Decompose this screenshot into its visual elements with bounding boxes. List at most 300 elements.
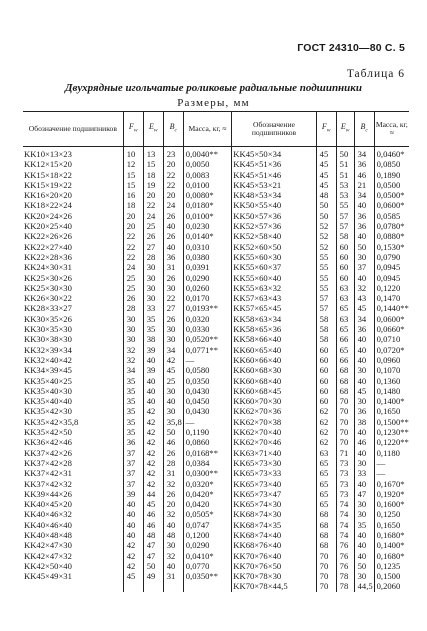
cell-bc: 36 bbox=[354, 324, 374, 334]
cell-fw: 35 bbox=[123, 427, 143, 437]
cell-designation: KK18×22×24 bbox=[24, 200, 72, 211]
cell-ew: 60 bbox=[336, 262, 354, 272]
cell-fw: 20 bbox=[123, 221, 143, 231]
cell-designation: KK52×57×36 bbox=[232, 221, 316, 231]
cell-designation: KK57×65×45 bbox=[232, 303, 316, 313]
cell-designation: KK68×76×40 bbox=[232, 540, 316, 550]
cell-fw: 52 bbox=[316, 221, 336, 231]
cell-bc: 40 bbox=[354, 448, 374, 458]
col-header-bc: $B_c$ bbox=[163, 112, 183, 147]
cell-mass: 0,0410* bbox=[183, 551, 232, 561]
cell-bc: 21 bbox=[354, 180, 374, 190]
cell-ew: 68 bbox=[336, 386, 354, 396]
cell-fw: 65 bbox=[316, 479, 336, 489]
cell-bc: 37 bbox=[354, 262, 374, 272]
cell-fw: 68 bbox=[316, 520, 336, 530]
cell-mass: 0,1480 bbox=[374, 386, 409, 396]
cell-designation: KK45×51×36 bbox=[232, 159, 316, 169]
table-title: Двухрядные игольчатые роликовые радиальные подшипники bbox=[65, 82, 362, 94]
bearing-table-frame bbox=[23, 111, 409, 592]
cell-designation: KK68×74×40 bbox=[232, 530, 316, 540]
cell-ew: 74 bbox=[336, 530, 354, 540]
table-row bbox=[23, 448, 409, 458]
cell-fw: 15 bbox=[123, 180, 143, 190]
cell-ew: 57 bbox=[336, 221, 354, 231]
cell-designation: KK50×55×40 bbox=[232, 200, 316, 210]
cell-fw: 58 bbox=[316, 314, 336, 324]
cell-fw: 65 bbox=[316, 489, 336, 499]
table-row bbox=[23, 334, 409, 344]
table-row bbox=[23, 396, 409, 406]
cell-ew: 55 bbox=[336, 200, 354, 210]
cell-designation: KK20×25×40 bbox=[24, 221, 72, 232]
cell-bc: 32 bbox=[163, 509, 183, 519]
cell-designation: KK70×76×50 bbox=[232, 561, 316, 571]
cell-bc: 24 bbox=[163, 200, 183, 210]
cell-mass: 0,0260 bbox=[183, 283, 232, 293]
cell-ew: 60 bbox=[336, 242, 354, 252]
table-row bbox=[23, 427, 409, 437]
cell-ew: 42 bbox=[143, 448, 163, 458]
cell-ew: 19 bbox=[143, 180, 163, 190]
cell-fw: 55 bbox=[316, 252, 336, 262]
cell-bc: 45 bbox=[354, 303, 374, 313]
cell-mass: 0,1235 bbox=[374, 561, 409, 571]
cell-bc: 45 bbox=[354, 386, 374, 396]
cell-fw: 62 bbox=[316, 406, 336, 416]
cell-mass: 0,0850 bbox=[374, 159, 409, 169]
cell-designation: KK70×78×30 bbox=[232, 571, 316, 581]
cell-designation: KK22×27×40 bbox=[24, 241, 72, 252]
cell-designation: KK25×30×26 bbox=[24, 272, 72, 283]
cell-designation: KK35×42×30 bbox=[24, 406, 72, 417]
cell-mass: 0,2060 bbox=[374, 581, 409, 591]
cell-designation: KK25×30×30 bbox=[24, 282, 72, 293]
cell-designation: KK37×42×28 bbox=[24, 457, 72, 468]
cell-ew: 70 bbox=[336, 417, 354, 427]
cell-fw: 24 bbox=[123, 262, 143, 272]
cell-fw: 70 bbox=[316, 571, 336, 581]
cell-fw: 22 bbox=[123, 252, 143, 262]
cell-ew bbox=[143, 581, 163, 591]
cell-fw: 20 bbox=[123, 211, 143, 221]
table-row bbox=[23, 406, 409, 416]
cell-bc: 30 bbox=[354, 396, 374, 406]
cell-designation: KK22×26×26 bbox=[24, 231, 72, 242]
cell-designation: KK65×74×30 bbox=[232, 499, 316, 509]
cell-designation: KK37×42×26 bbox=[24, 447, 72, 458]
cell-bc: 47 bbox=[354, 489, 374, 499]
cell-mass: 0,0310 bbox=[183, 242, 232, 252]
table-row bbox=[23, 231, 409, 241]
cell-bc: 22 bbox=[163, 293, 183, 303]
cell-bc: 30 bbox=[163, 334, 183, 344]
cell-designation: KK65×73×40 bbox=[232, 479, 316, 489]
cell-mass: 0,1500 bbox=[374, 571, 409, 581]
cell-mass: 0,0600* bbox=[374, 314, 409, 324]
cell-mass: 0,0520** bbox=[183, 334, 232, 344]
cell-bc: 34 bbox=[163, 345, 183, 355]
cell-ew: 38 bbox=[143, 334, 163, 344]
cell-bc: 28 bbox=[163, 458, 183, 468]
cell-designation: KK24×30×31 bbox=[24, 262, 72, 273]
cell-bc: 27 bbox=[163, 303, 183, 313]
cell-designation: KK60×65×40 bbox=[232, 345, 316, 355]
cell-fw: 45 bbox=[316, 170, 336, 180]
cell-bc: 22 bbox=[163, 180, 183, 190]
cell-mass: 0,0585 bbox=[374, 211, 409, 221]
cell-fw: 55 bbox=[316, 273, 336, 283]
cell-designation: KK57×63×43 bbox=[232, 293, 316, 303]
cell-fw: 62 bbox=[316, 417, 336, 427]
cell-fw: 22 bbox=[123, 231, 143, 241]
cell-mass: 0,0505* bbox=[183, 509, 232, 519]
cell-bc: 42 bbox=[163, 355, 183, 365]
cell-mass: 0,0230 bbox=[183, 221, 232, 231]
cell-mass: 0,0420 bbox=[183, 499, 232, 509]
table-row bbox=[23, 499, 409, 509]
cell-bc: 32 bbox=[163, 479, 183, 489]
table-row bbox=[23, 581, 409, 591]
cell-fw: 70 bbox=[316, 551, 336, 561]
cell-fw: 35 bbox=[123, 417, 143, 427]
cell-designation: KK22×28×36 bbox=[24, 251, 72, 262]
cell-ew: 63 bbox=[336, 293, 354, 303]
cell-ew: 68 bbox=[336, 376, 354, 386]
cell-fw: 30 bbox=[123, 334, 143, 344]
cell-designation: KK32×39×34 bbox=[24, 344, 72, 355]
table-row bbox=[23, 159, 409, 169]
cell-fw: 25 bbox=[123, 273, 143, 283]
cell-designation: KK35×42×35,8 bbox=[24, 416, 79, 427]
cell-fw: 45 bbox=[316, 159, 336, 169]
table-row bbox=[23, 314, 409, 324]
cell-ew: 66 bbox=[336, 334, 354, 344]
cell-mass: 0,0100* bbox=[183, 211, 232, 221]
cell-bc: 48 bbox=[163, 530, 183, 540]
cell-designation: KK62×70×40 bbox=[232, 427, 316, 437]
cell-ew: 46 bbox=[143, 509, 163, 519]
table-row bbox=[23, 324, 409, 334]
cell-designation: KK62×70×36 bbox=[232, 406, 316, 416]
cell-ew: 47 bbox=[143, 540, 163, 550]
cell-ew: 60 bbox=[336, 273, 354, 283]
table-subtitle: Размеры, мм bbox=[177, 97, 250, 109]
cell-mass: 0,1360 bbox=[374, 376, 409, 386]
cell-fw: 58 bbox=[316, 324, 336, 334]
cell-mass: 0,0140* bbox=[183, 231, 232, 241]
cell-ew: 27 bbox=[143, 242, 163, 252]
cell-fw: 30 bbox=[123, 324, 143, 334]
cell-fw: 15 bbox=[123, 170, 143, 180]
cell-fw: 60 bbox=[316, 365, 336, 375]
cell-ew: 65 bbox=[336, 324, 354, 334]
cell-mass: 0,0300** bbox=[183, 468, 232, 478]
cell-ew: 30 bbox=[143, 262, 163, 272]
cell-fw: 30 bbox=[123, 314, 143, 324]
cell-designation: KK40×46×32 bbox=[24, 509, 72, 520]
cell-bc: 50 bbox=[354, 561, 374, 571]
cell-designation: KK40×45×20 bbox=[24, 499, 72, 510]
cell-designation: KK37×42×31 bbox=[24, 468, 72, 479]
cell-ew: 42 bbox=[143, 406, 163, 416]
cell-mass: 0,0193** bbox=[183, 303, 232, 313]
cell-ew: 50 bbox=[336, 147, 354, 160]
table-row bbox=[23, 283, 409, 293]
table-row bbox=[23, 540, 409, 550]
cell-bc: 31 bbox=[163, 468, 183, 478]
cell-ew: 63 bbox=[336, 283, 354, 293]
cell-mass: 0,1230** bbox=[374, 427, 409, 437]
cell-fw: 37 bbox=[123, 458, 143, 468]
cell-bc: 45 bbox=[163, 365, 183, 375]
cell-ew: 28 bbox=[143, 252, 163, 262]
cell-bc: 40 bbox=[354, 540, 374, 550]
cell-mass: 0,1920* bbox=[374, 489, 409, 499]
cell-bc: 32 bbox=[354, 283, 374, 293]
cell-ew: 22 bbox=[143, 200, 163, 210]
cell-fw: 52 bbox=[316, 242, 336, 252]
cell-ew: 47 bbox=[143, 551, 163, 561]
cell-mass: 0,1200 bbox=[183, 530, 232, 540]
cell-fw: 35 bbox=[123, 396, 143, 406]
cell-fw: 12 bbox=[123, 159, 143, 169]
cell-bc: 40 bbox=[354, 427, 374, 437]
cell-mass: 0,0384 bbox=[183, 458, 232, 468]
cell-bc: 30 bbox=[163, 386, 183, 396]
cell-ew: 40 bbox=[143, 355, 163, 365]
cell-fw: 26 bbox=[123, 293, 143, 303]
cell-ew: 58 bbox=[336, 231, 354, 241]
cell-bc: 46 bbox=[354, 170, 374, 180]
cell-fw: 42 bbox=[123, 561, 143, 571]
table-row bbox=[23, 509, 409, 519]
cell-bc: 40 bbox=[354, 479, 374, 489]
cell-designation: KK10×13×23 bbox=[24, 149, 72, 159]
cell-designation: KK58×63×34 bbox=[232, 314, 316, 324]
cell-ew: 30 bbox=[143, 283, 163, 293]
cell-fw: 68 bbox=[316, 530, 336, 540]
cell-bc: 40 bbox=[354, 551, 374, 561]
cell-ew: 70 bbox=[336, 427, 354, 437]
cell-designation: KK65×73×30 bbox=[232, 458, 316, 468]
cell-bc: 25 bbox=[163, 376, 183, 386]
cell-mass: 0,0290 bbox=[183, 540, 232, 550]
cell-mass: 0,0500* bbox=[374, 190, 409, 200]
cell-ew: 42 bbox=[143, 427, 163, 437]
cell-ew: 68 bbox=[336, 365, 354, 375]
cell-bc: 40 bbox=[354, 231, 374, 241]
cell-ew: 40 bbox=[143, 396, 163, 406]
table-row bbox=[23, 170, 409, 180]
cell-bc: 30 bbox=[354, 509, 374, 519]
cell-ew: 65 bbox=[336, 345, 354, 355]
cell-mass: 0,1400* bbox=[374, 396, 409, 406]
cell-designation: KK35×40×25 bbox=[24, 375, 72, 386]
cell-bc: 20 bbox=[163, 499, 183, 509]
cell-mass: 0,0050 bbox=[183, 159, 232, 169]
cell-ew: 70 bbox=[336, 406, 354, 416]
cell-bc: 20 bbox=[163, 190, 183, 200]
cell-bc: 26 bbox=[163, 489, 183, 499]
cell-designation: KK42×47×32 bbox=[24, 550, 72, 561]
table-row bbox=[23, 386, 409, 396]
col-header-fw: $F_w$ bbox=[123, 112, 143, 147]
cell-ew: 25 bbox=[143, 221, 163, 231]
cell-designation: KK16×20×20 bbox=[24, 190, 72, 201]
cell-fw: 40 bbox=[123, 520, 143, 530]
cell-fw: 65 bbox=[316, 468, 336, 478]
cell-designation: KK42×47×30 bbox=[24, 540, 72, 551]
table-row bbox=[23, 468, 409, 478]
cell-designation: KK40×48×48 bbox=[24, 529, 72, 540]
cell-mass: 0,0771** bbox=[183, 345, 232, 355]
cell-ew: 76 bbox=[336, 540, 354, 550]
cell-ew: 33 bbox=[143, 303, 163, 313]
cell-mass: 0,0170 bbox=[183, 293, 232, 303]
cell-bc: 46 bbox=[354, 437, 374, 447]
cell-designation: KK60×66×40 bbox=[232, 355, 316, 365]
cell-ew: 42 bbox=[143, 479, 163, 489]
table-row bbox=[23, 221, 409, 231]
cell-fw: 37 bbox=[123, 448, 143, 458]
cell-mass: 0,1680* bbox=[374, 530, 409, 540]
cell-fw: 45 bbox=[316, 180, 336, 190]
cell-ew: 20 bbox=[143, 190, 163, 200]
table-row bbox=[23, 242, 409, 252]
cell-designation: KK55×60×30 bbox=[232, 252, 316, 262]
cell-ew: 15 bbox=[143, 159, 163, 169]
cell-mass: 0,1650 bbox=[374, 520, 409, 530]
cell-designation: KK58×65×36 bbox=[232, 324, 316, 334]
cell-fw: 42 bbox=[123, 551, 143, 561]
cell-mass: 0,1400* bbox=[374, 540, 409, 550]
cell-fw: 32 bbox=[123, 345, 143, 355]
cell-bc: 32 bbox=[163, 551, 183, 561]
cell-bc: 30 bbox=[354, 458, 374, 468]
cell-designation: KK35×40×30 bbox=[24, 385, 72, 396]
cell-bc: 36 bbox=[354, 159, 374, 169]
cell-bc: 40 bbox=[163, 520, 183, 530]
cell-mass: 0,1600* bbox=[374, 499, 409, 509]
cell-ew: 76 bbox=[336, 561, 354, 571]
cell-mass: 0,0790 bbox=[374, 252, 409, 262]
cell-mass: 0,1220** bbox=[374, 437, 409, 447]
cell-mass bbox=[183, 581, 232, 591]
cell-fw: 60 bbox=[316, 345, 336, 355]
cell-ew: 40 bbox=[143, 376, 163, 386]
cell-mass: 0,0747 bbox=[183, 520, 232, 530]
cell-ew: 42 bbox=[143, 468, 163, 478]
cell-designation: KK48×53×34 bbox=[232, 190, 316, 200]
table-row bbox=[23, 345, 409, 355]
cell-bc: 30 bbox=[163, 540, 183, 550]
cell-designation: KK55×63×32 bbox=[232, 283, 316, 293]
cell-ew: 13 bbox=[143, 147, 163, 160]
cell-fw: 63 bbox=[316, 448, 336, 458]
col-header-mass: Масса, кг, ≈ bbox=[374, 112, 409, 147]
cell-fw: 55 bbox=[316, 283, 336, 293]
cell-fw: 70 bbox=[316, 561, 336, 571]
cell-fw: 50 bbox=[316, 200, 336, 210]
cell-fw: 42 bbox=[123, 540, 143, 550]
cell-mass: 0,0720* bbox=[374, 345, 409, 355]
cell-fw: 45 bbox=[316, 147, 336, 160]
table-number: Таблица 6 bbox=[346, 68, 405, 80]
cell-mass: 0,1500** bbox=[374, 417, 409, 427]
cell-fw: 68 bbox=[316, 509, 336, 519]
cell-mass: — bbox=[374, 458, 409, 468]
cell-bc: 40 bbox=[163, 242, 183, 252]
cell-fw: 48 bbox=[316, 190, 336, 200]
cell-bc: 50 bbox=[354, 242, 374, 252]
cell-bc: 40 bbox=[354, 530, 374, 540]
cell-mass: 0,0320* bbox=[183, 479, 232, 489]
table-row bbox=[23, 530, 409, 540]
cell-designation: KK60×68×30 bbox=[232, 365, 316, 375]
cell-mass: 0,1890 bbox=[374, 170, 409, 180]
table-row bbox=[23, 551, 409, 561]
cell-fw: 37 bbox=[123, 479, 143, 489]
cell-designation: KK30×35×26 bbox=[24, 313, 72, 324]
cell-ew: 74 bbox=[336, 499, 354, 509]
cell-fw: 65 bbox=[316, 499, 336, 509]
cell-mass: 0,0945 bbox=[374, 273, 409, 283]
cell-mass: 0,0320 bbox=[183, 314, 232, 324]
cell-mass: 0,0080* bbox=[183, 190, 232, 200]
cell-mass: 0,0960 bbox=[374, 355, 409, 365]
cell-bc: 22 bbox=[163, 170, 183, 180]
cell-ew: 73 bbox=[336, 468, 354, 478]
cell-bc: 26 bbox=[163, 231, 183, 241]
cell-mass: 0,0100 bbox=[183, 180, 232, 190]
cell-fw: 35 bbox=[123, 386, 143, 396]
cell-ew: 70 bbox=[336, 437, 354, 447]
cell-ew: 42 bbox=[143, 417, 163, 427]
cell-mass: 0,1650 bbox=[374, 406, 409, 416]
cell-ew: 78 bbox=[336, 571, 354, 581]
table-row bbox=[23, 437, 409, 447]
cell-fw: 36 bbox=[123, 437, 143, 447]
cell-mass: 0,0380 bbox=[183, 252, 232, 262]
cell-ew: 26 bbox=[143, 231, 163, 241]
cell-bc: 40 bbox=[163, 221, 183, 231]
cell-fw: 65 bbox=[316, 458, 336, 468]
cell-fw: 37 bbox=[123, 468, 143, 478]
table-row bbox=[23, 273, 409, 283]
cell-designation: KK45×53×21 bbox=[232, 180, 316, 190]
cell-mass: 0,1190 bbox=[183, 427, 232, 437]
cell-ew: 35 bbox=[143, 324, 163, 334]
cell-designation: KK45×51×46 bbox=[232, 170, 316, 180]
cell-bc: 40 bbox=[163, 561, 183, 571]
cell-designation: KK12×15×20 bbox=[24, 159, 72, 170]
cell-mass: — bbox=[183, 355, 232, 365]
cell-designation: KK68×74×35 bbox=[232, 520, 316, 530]
col-header-mass: Масса, кг, ≈ bbox=[183, 112, 232, 147]
cell-bc: 36 bbox=[354, 406, 374, 416]
cell-ew: 66 bbox=[336, 355, 354, 365]
table-row bbox=[23, 365, 409, 375]
cell-mass: 0,1680* bbox=[374, 551, 409, 561]
cell-bc: 40 bbox=[354, 273, 374, 283]
cell-ew: 24 bbox=[143, 211, 163, 221]
cell-fw: 32 bbox=[123, 355, 143, 365]
cell-designation: KK55×60×40 bbox=[232, 273, 316, 283]
cell-mass: 0,0770 bbox=[183, 561, 232, 571]
cell-mass: 0,0350** bbox=[183, 571, 232, 581]
cell-ew: 73 bbox=[336, 458, 354, 468]
